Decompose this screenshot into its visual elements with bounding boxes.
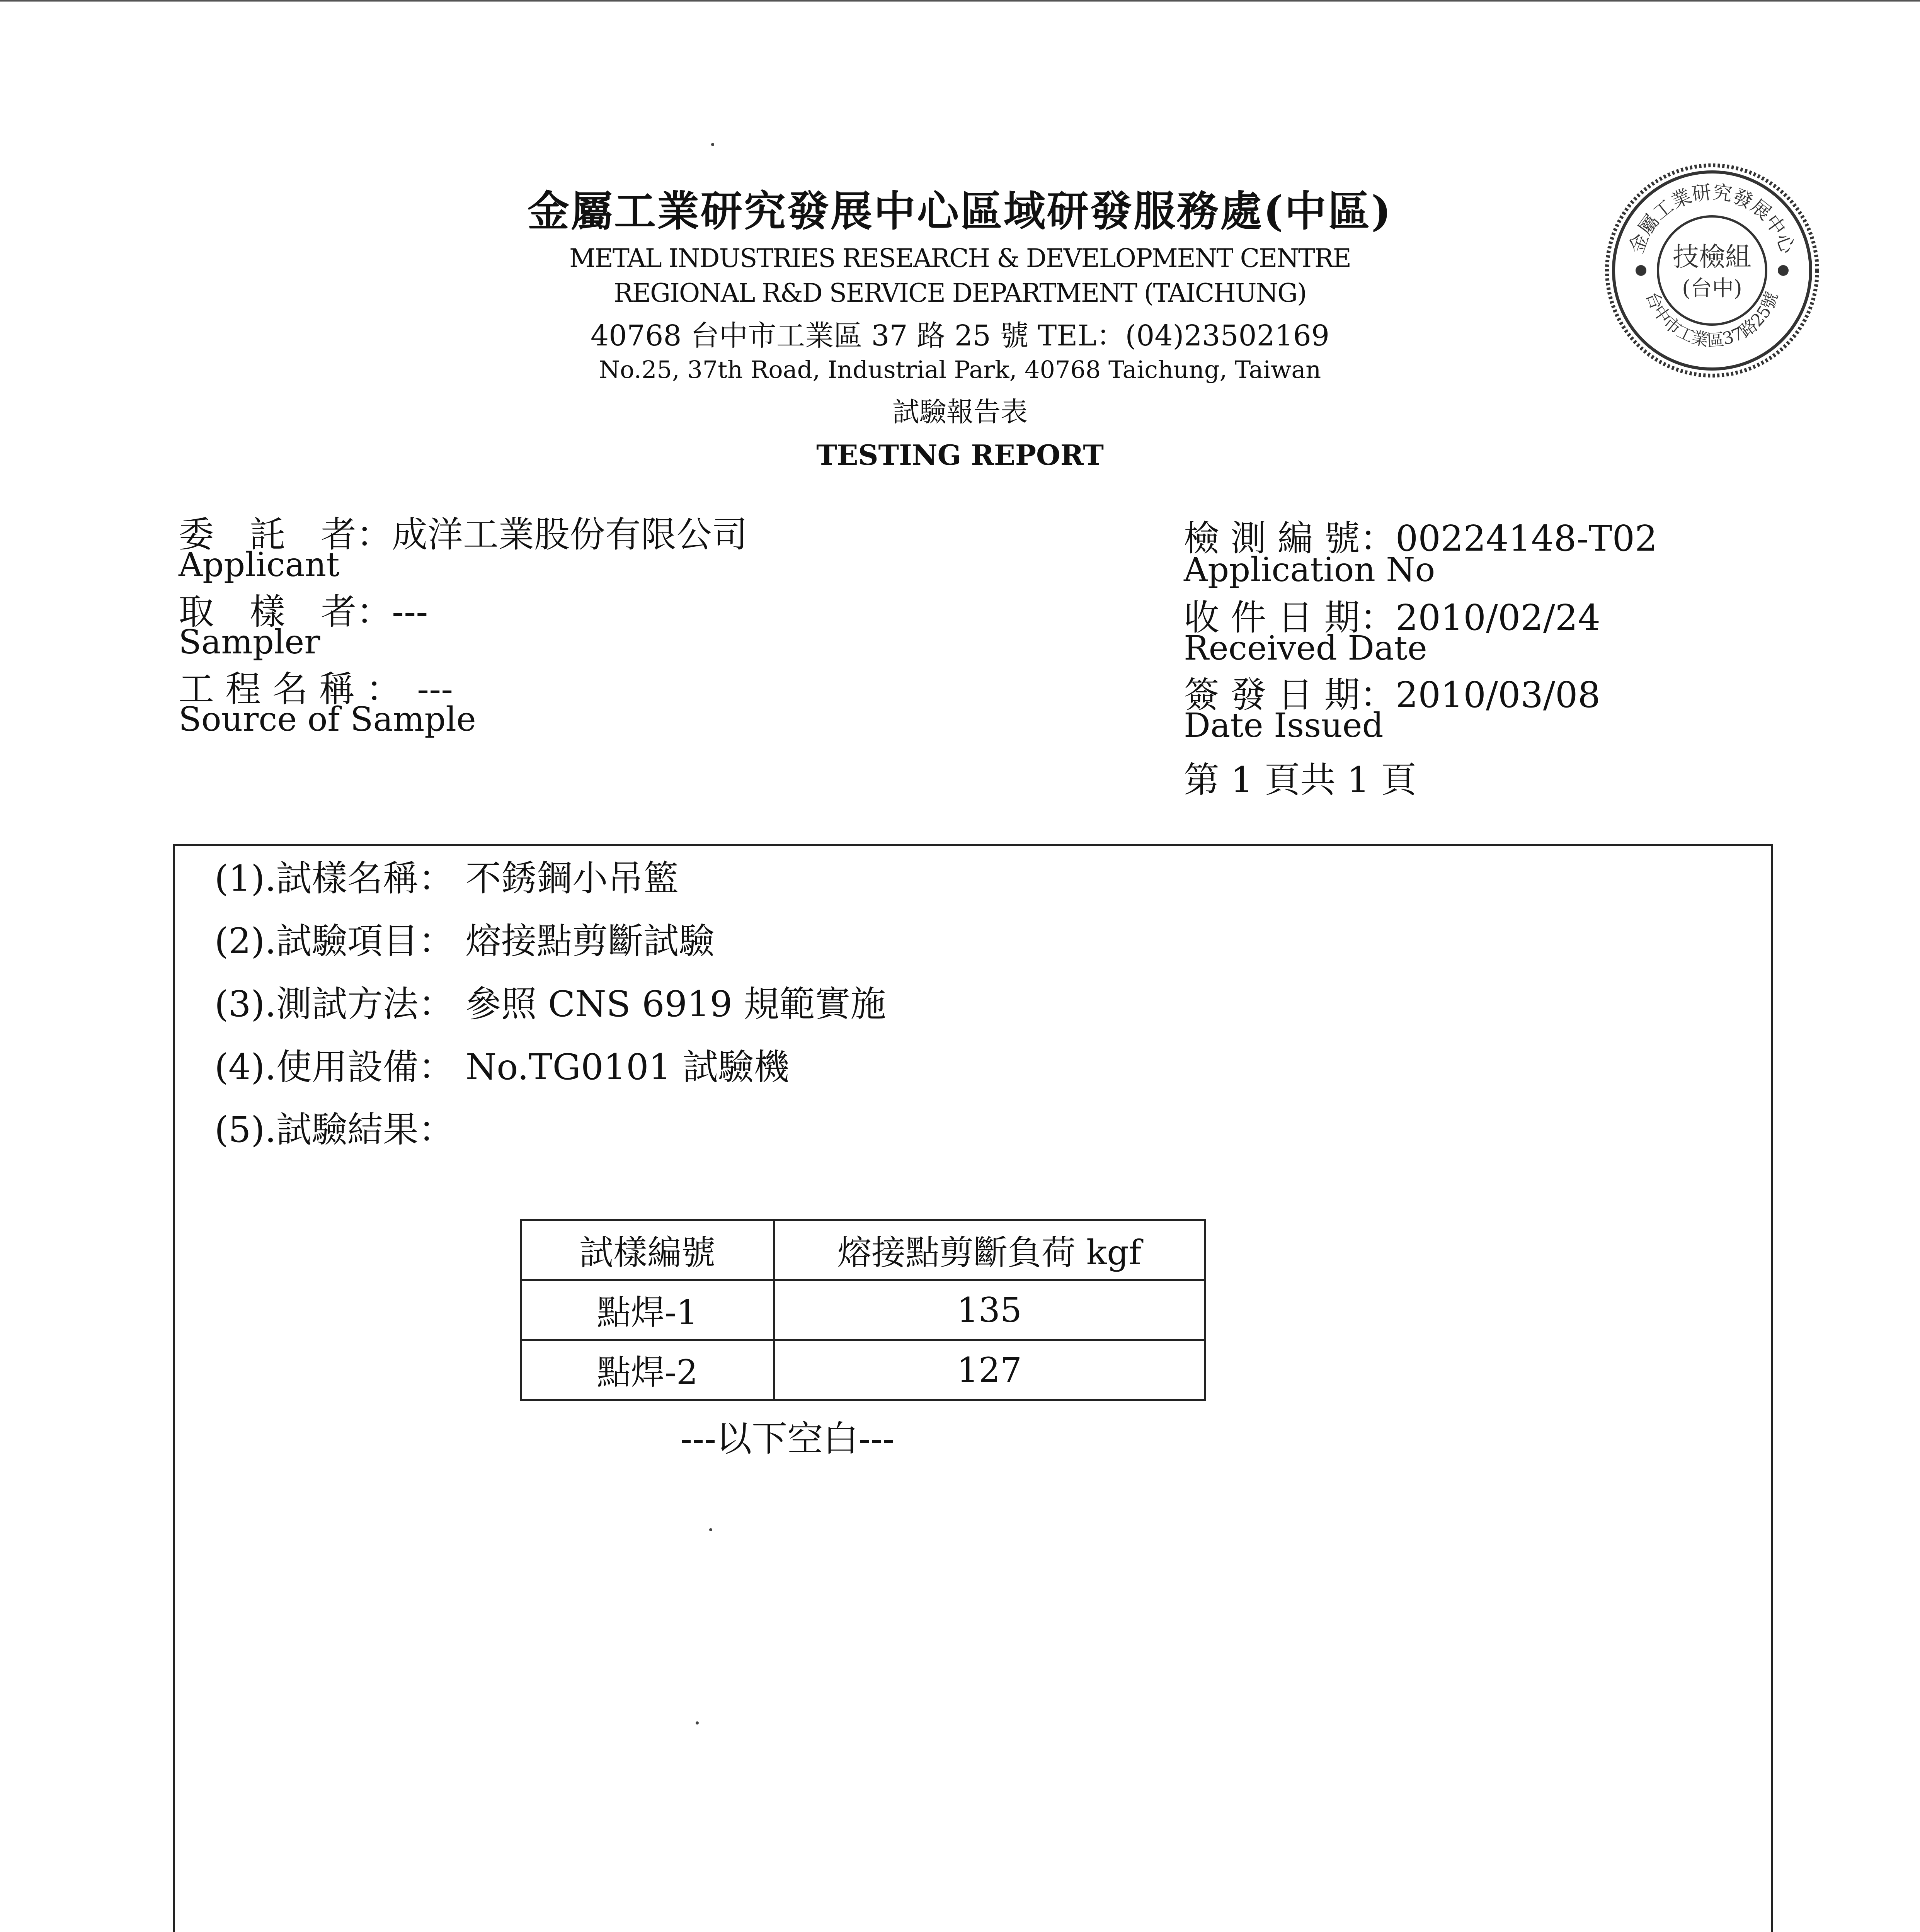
item-sample-name xyxy=(214,850,679,901)
source-value: --- xyxy=(417,668,453,710)
results-table xyxy=(520,1219,1206,1401)
table-cell: 135 xyxy=(774,1280,1205,1340)
source-label: 工 程 名 稱 ： xyxy=(179,668,402,710)
report-title-zh: 試驗報告表 xyxy=(892,396,1028,428)
report-title-en: TESTING REPORT xyxy=(816,439,1104,471)
applicant-label: 委 託 者： xyxy=(179,514,392,555)
scan-speck xyxy=(711,143,714,146)
address-en: No.25, 37th Road, Industrial Park, 40768 Taichung, Taiwan xyxy=(599,355,1321,384)
column-header: 熔接點剪斷負荷 kgf xyxy=(774,1220,1205,1280)
applicant-value: 成洋工業股份有限公司 xyxy=(392,514,748,555)
scan-speck xyxy=(709,1528,712,1531)
item-value: 不銹鋼小吊籃 xyxy=(465,858,679,899)
sampler-label: 取 樣 者： xyxy=(179,591,392,633)
seal-inner-text-1: 技檢組 xyxy=(1672,242,1752,272)
item-test-method xyxy=(214,976,886,1027)
item-value: 參照 CNS 6919 規範實施 xyxy=(465,983,886,1025)
table-cell: 127 xyxy=(774,1340,1205,1400)
address-zh: 40768 台中市工業區 37 路 25 號 TEL：(04)23502169 xyxy=(591,319,1329,352)
applicant-en: Applicant xyxy=(179,546,340,584)
date-issued-en: Date Issued xyxy=(1184,706,1384,745)
top-border-line xyxy=(0,0,1920,2)
org-title-en-1: METAL INDUSTRIES RESEARCH & DEVELOPMENT CENTRE xyxy=(569,243,1351,273)
item-test-results xyxy=(214,1101,454,1152)
item-label: (2).試驗項目： xyxy=(214,920,454,962)
item-label: (5).試驗結果： xyxy=(214,1109,454,1150)
item-label: (4).使用設備： xyxy=(214,1046,454,1088)
table-header-row xyxy=(521,1220,1205,1280)
page-info: 第 1 頁共 1 頁 xyxy=(1184,759,1417,801)
column-header: 試樣編號 xyxy=(521,1220,774,1280)
item-equipment xyxy=(214,1039,789,1090)
source-en: Source of Sample xyxy=(179,700,476,739)
date-issued-value: 2010/03/08 xyxy=(1395,674,1600,716)
blank-below-marker: ---以下空白--- xyxy=(680,1418,895,1459)
received-date-label: 收 件 日 期： xyxy=(1184,597,1396,638)
official-seal-icon xyxy=(1604,162,1820,379)
table-row xyxy=(521,1340,1205,1400)
received-date-en: Received Date xyxy=(1184,629,1427,668)
sampler-en: Sampler xyxy=(179,623,320,662)
item-value: 熔接點剪斷試驗 xyxy=(465,920,715,962)
scan-speck xyxy=(696,1721,699,1725)
org-title-en-2: REGIONAL R&D SERVICE DEPARTMENT (TAICHUNG) xyxy=(614,278,1306,308)
date-issued-label: 簽 發 日 期： xyxy=(1184,674,1396,716)
table-cell: 點焊-1 xyxy=(521,1280,774,1340)
item-value: No.TG0101 試驗機 xyxy=(465,1046,790,1088)
item-label: (3).測試方法： xyxy=(214,983,454,1025)
application-no-value: 00224148-T02 xyxy=(1395,518,1658,559)
item-label: (1).試樣名稱： xyxy=(214,858,454,899)
application-no-label: 檢 測 編 號： xyxy=(1184,518,1396,559)
received-date-value: 2010/02/24 xyxy=(1395,597,1600,638)
table-cell: 點焊-2 xyxy=(521,1340,774,1400)
sampler-value: --- xyxy=(392,591,428,633)
seal-bottom-text: 台中市工業區37路25號 xyxy=(1642,289,1782,350)
table-row xyxy=(521,1280,1205,1340)
seal-outer-text: 金屬工業研究發展中心 xyxy=(1625,180,1799,257)
seal-inner-text-2: (台中) xyxy=(1682,276,1742,301)
application-no-en: Application No xyxy=(1184,551,1435,589)
org-title-zh: 金屬工業研究發展中心區域研發服務處(中區) xyxy=(527,187,1393,236)
item-test-item xyxy=(214,913,715,964)
